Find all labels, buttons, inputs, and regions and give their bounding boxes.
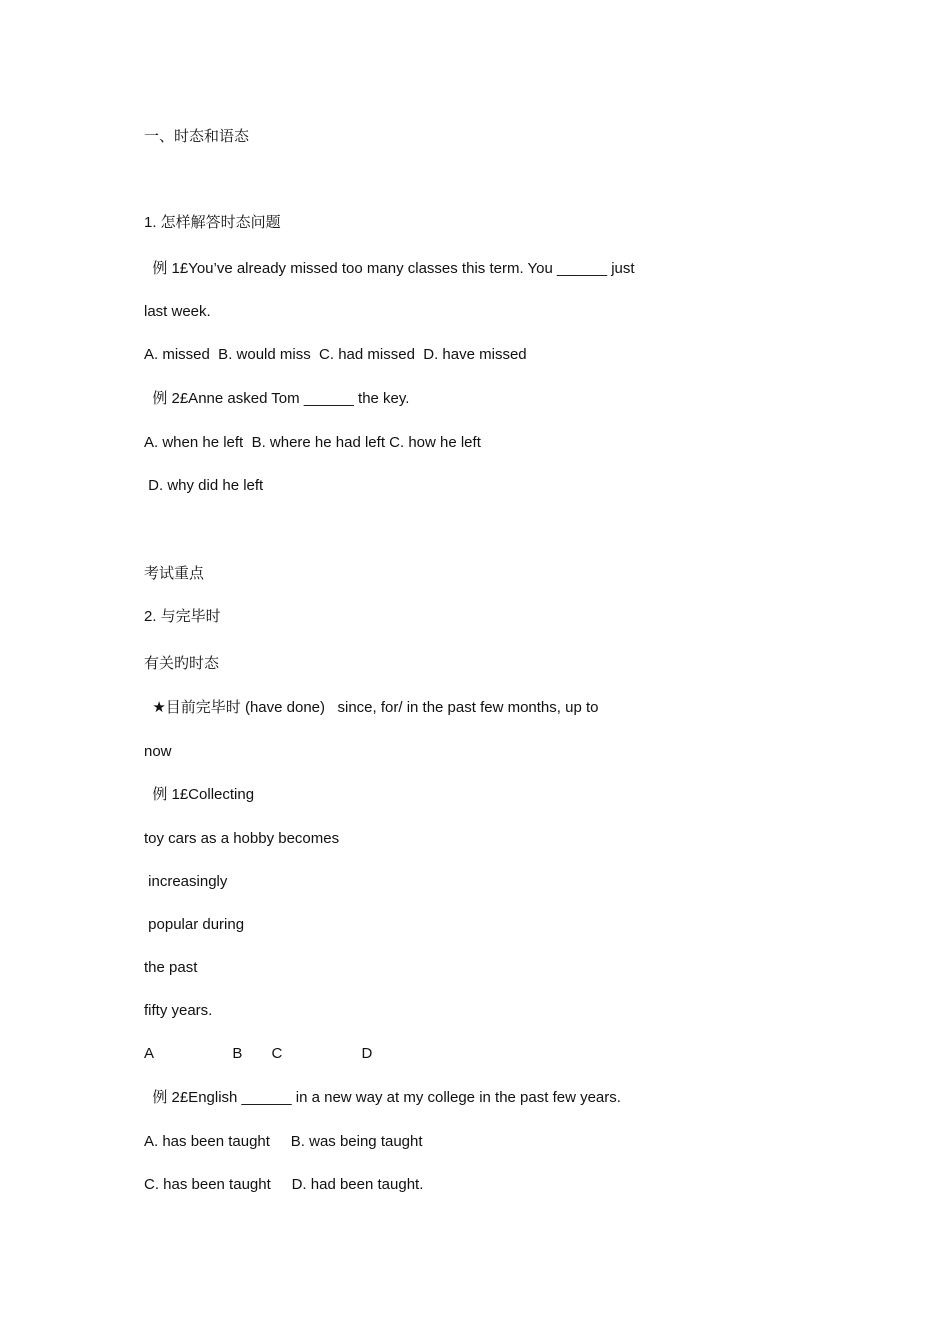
- example-3-option-markers: A B C D: [144, 1045, 373, 1062]
- example-1-text: 例 1£You’ve already missed too many classes this term. You ______ just: [144, 260, 635, 277]
- present-perfect-rule-continued: now: [144, 743, 172, 760]
- example-3-text-line-4: popular during: [144, 916, 245, 933]
- example-4-options-continued: C. has been taught D. had been taught.: [144, 1176, 424, 1193]
- example-2-options-continued: D. why did he left: [144, 477, 264, 494]
- example-3-text-line-2: toy cars as a hobby becomes: [144, 830, 340, 847]
- example-1-options: A. missed B. would miss C. had missed D. have missed: [144, 346, 527, 363]
- example-3-text-line-6: fifty years.: [144, 1002, 213, 1019]
- example-4-options: A. has been taught B. was being taught: [144, 1133, 423, 1150]
- question-heading-1: 1. 怎样解答时态问题: [144, 214, 281, 231]
- example-2-text: 例 2£Anne asked Tom ______ the key.: [144, 390, 410, 407]
- example-3-text-line-5: the past: [144, 959, 198, 976]
- question-heading-2: 2. 与完毕时: [144, 608, 221, 625]
- example-3-text-line-3: increasingly: [144, 873, 228, 890]
- example-3-text: 例 1£Collecting: [144, 786, 255, 803]
- present-perfect-rule: ★目前完毕时 (have done) since, for/ in the past few months, up to: [144, 699, 599, 716]
- example-2-options: A. when he left B. where he had left C. how he left: [144, 434, 481, 451]
- example-1-text-continued: last week.: [144, 303, 211, 320]
- section-title: 一、时态和语态: [144, 127, 250, 145]
- example-4-text: 例 2£English ______ in a new way at my college in the past few years.: [144, 1089, 621, 1106]
- question-heading-2-continued: 有关旳时态: [144, 654, 220, 672]
- exam-focus-heading: 考试重点: [144, 564, 205, 582]
